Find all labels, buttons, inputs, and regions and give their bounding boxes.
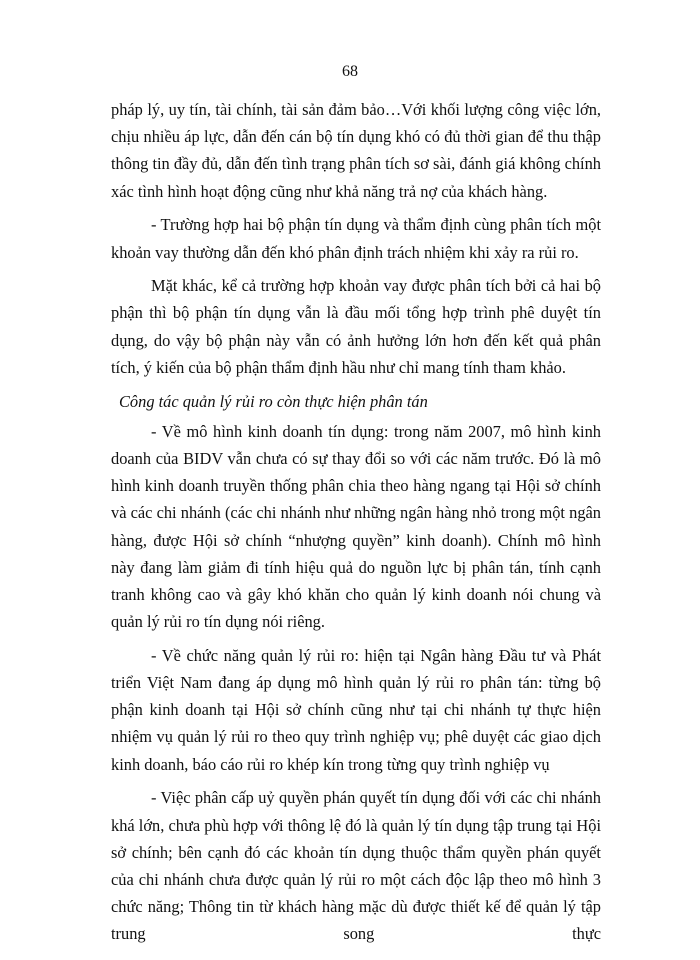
paragraph-business-model: - Về mô hình kinh doanh tín dụng: trong năm 2007, mô hình kinh doanh của BIDV vẫn chưa có sự thay đổi so với các năm trước. Đó là mô hình kinh doanh truyền thống phân chia theo hàng ngang tại Hội sở chính và các chi nhánh (các chi nhánh như những ngân hàng nhỏ trong một ngân hàng, được Hội sở chính “nhượng quyền” kinh doanh). Chính mô hình này đang làm giảm đi tính hiệu quả do nguồn lực bị phân tán, tính cạnh tranh không cao và gây khó khăn cho quản lý kinh doanh nói chung và quản lý rủi ro tín dụng nói riêng. xyxy=(111,421,601,632)
section-heading-decentralized-risk: Công tác quản lý rủi ro còn thực hiện phân tán xyxy=(119,391,428,411)
paragraph-delegation-authority: - Việc phân cấp uỷ quyền phán quyết tín dụng đối với các chi nhánh khá lớn, chưa phù hợp với thông lệ đó là quản lý tín dụng tập trung tại Hội sở chính; bên cạnh đó các khoản tín dụng thuộc thẩm quyền phán quyết của chi nhánh chưa được quản lý rủi ro một cách độc lập theo mô hình 3 chức năng; Thông tin từ khách hàng mặc dù được thiết kế để quản lý tập trung song thực xyxy=(111,788,601,944)
document-body xyxy=(111,96,601,948)
paragraph-joint-analysis: - Trường hợp hai bộ phận tín dụng và thẩm định cùng phân tích một khoản vay thường dẫn đến khó phân định trách nhiệm khi xảy ra rủi ro. xyxy=(111,215,601,262)
paragraph-risk-function: - Về chức năng quản lý rủi ro: hiện tại Ngân hàng Đầu tư và Phát triển Việt Nam đang áp dụng mô hình quản lý rủi ro phân tán: từng bộ phận kinh doanh tại Hội sở chính cũng như tại chi nhánh tự thực hiện nhiệm vụ quản lý rủi ro theo quy trình nghiệp vụ; phê duyệt các giao dịch kinh doanh, báo cáo rủi ro khép kín trong từng quy trình nghiệp vụ xyxy=(111,645,601,774)
paragraph-capacity-pressure: pháp lý, uy tín, tài chính, tài sản đảm bảo…Với khối lượng công việc lớn, chịu nhiều áp lực, dẫn đến cán bộ tín dụng khó có đủ thời gian để thu thập thông tin đầy đủ, dẫn đến tình trạng phân tích sơ sài, đánh giá không chính xác tình hình hoạt động cũng như khả năng trả nợ của khách hàng. xyxy=(111,100,601,201)
page-number: 68 xyxy=(342,63,358,80)
paragraph-credit-department-role: Mặt khác, kể cả trường hợp khoản vay được phân tích bởi cả hai bộ phận thì bộ phận tín dụng vẫn là đầu mối tổng hợp trình phê duyệt tín dụng, do vậy bộ phận này vẫn có ảnh hưởng lớn hơn đến kết quả phân tích, ý kiến của bộ phận thẩm định hầu như chỉ mang tính tham khảo. xyxy=(111,276,601,377)
